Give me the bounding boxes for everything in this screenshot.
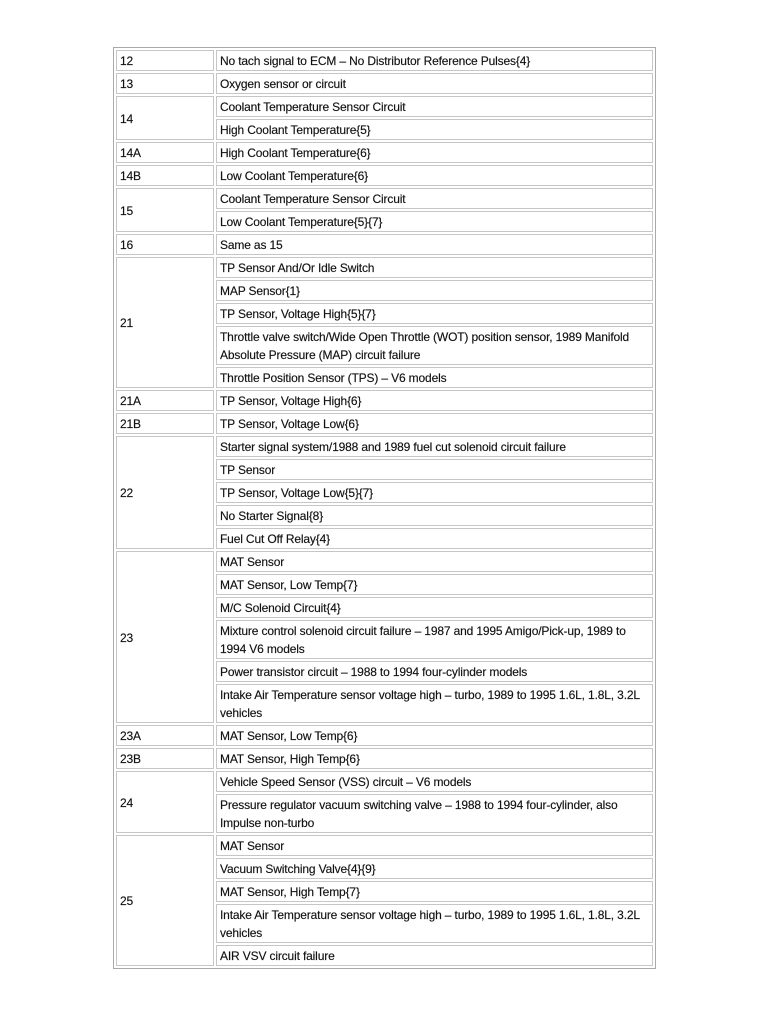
- table-row: [116, 551, 653, 572]
- codes-table-body: [116, 50, 653, 966]
- description-cell: MAP Sensor{1}: [216, 280, 653, 301]
- code-cell: 13: [116, 73, 214, 94]
- description-cell: MAT Sensor, Low Temp{6}: [216, 725, 653, 746]
- table-row: [116, 234, 653, 255]
- table-row: [116, 165, 653, 186]
- description-cell: MAT Sensor: [216, 551, 653, 572]
- code-cell: 24: [116, 771, 214, 833]
- code-cell: 12: [116, 50, 214, 71]
- trouble-codes-table: [113, 47, 656, 969]
- description-cell: Intake Air Temperature sensor voltage high – turbo, 1989 to 1995 1.6L, 1.8L, 3.2L vehicles: [216, 904, 653, 943]
- code-cell: 14A: [116, 142, 214, 163]
- code-cell: 15: [116, 188, 214, 232]
- description-cell: Power transistor circuit – 1988 to 1994 four-cylinder models: [216, 661, 653, 682]
- table-row: [116, 835, 653, 856]
- table-row: [116, 771, 653, 792]
- description-cell: Coolant Temperature Sensor Circuit: [216, 188, 653, 209]
- table-row: [116, 257, 653, 278]
- table-row: [116, 96, 653, 117]
- description-cell: TP Sensor And/Or Idle Switch: [216, 257, 653, 278]
- description-cell: Intake Air Temperature sensor voltage high – turbo, 1989 to 1995 1.6L, 1.8L, 3.2L vehicles: [216, 684, 653, 723]
- table-row: [116, 390, 653, 411]
- table-row: [116, 73, 653, 94]
- description-cell: Oxygen sensor or circuit: [216, 73, 653, 94]
- code-cell: 21: [116, 257, 214, 388]
- table-row: [116, 436, 653, 457]
- description-cell: Throttle valve switch/Wide Open Throttle (WOT) position sensor, 1989 Manifold Absolute Pressure (MAP) circuit failure: [216, 326, 653, 365]
- code-cell: 21A: [116, 390, 214, 411]
- description-cell: TP Sensor, Voltage High{6}: [216, 390, 653, 411]
- table-row: [116, 725, 653, 746]
- description-cell: MAT Sensor, High Temp{7}: [216, 881, 653, 902]
- description-cell: Mixture control solenoid circuit failure – 1987 and 1995 Amigo/Pick-up, 1989 to 1994 V6 models: [216, 620, 653, 659]
- description-cell: Vehicle Speed Sensor (VSS) circuit – V6 models: [216, 771, 653, 792]
- code-cell: 23B: [116, 748, 214, 769]
- description-cell: No Starter Signal{8}: [216, 505, 653, 526]
- code-cell: 25: [116, 835, 214, 966]
- description-cell: TP Sensor, Voltage Low{6}: [216, 413, 653, 434]
- description-cell: Same as 15: [216, 234, 653, 255]
- description-cell: Throttle Position Sensor (TPS) – V6 models: [216, 367, 653, 388]
- code-cell: 23: [116, 551, 214, 723]
- table-row: [116, 413, 653, 434]
- description-cell: Vacuum Switching Valve{4}{9}: [216, 858, 653, 879]
- description-cell: Pressure regulator vacuum switching valve – 1988 to 1994 four-cylinder, also Impulse non-turbo: [216, 794, 653, 833]
- description-cell: M/C Solenoid Circuit{4}: [216, 597, 653, 618]
- description-cell: Starter signal system/1988 and 1989 fuel cut solenoid circuit failure: [216, 436, 653, 457]
- code-cell: 21B: [116, 413, 214, 434]
- table-row: [116, 748, 653, 769]
- table-row: [116, 50, 653, 71]
- description-cell: High Coolant Temperature{5}: [216, 119, 653, 140]
- table-row: [116, 142, 653, 163]
- table-row: [116, 188, 653, 209]
- description-cell: Fuel Cut Off Relay{4}: [216, 528, 653, 549]
- description-cell: MAT Sensor: [216, 835, 653, 856]
- code-cell: 16: [116, 234, 214, 255]
- description-cell: MAT Sensor, Low Temp{7}: [216, 574, 653, 595]
- description-cell: No tach signal to ECM – No Distributor Reference Pulses{4}: [216, 50, 653, 71]
- code-cell: 22: [116, 436, 214, 549]
- description-cell: AIR VSV circuit failure: [216, 945, 653, 966]
- description-cell: High Coolant Temperature{6}: [216, 142, 653, 163]
- description-cell: TP Sensor, Voltage Low{5}{7}: [216, 482, 653, 503]
- description-cell: Coolant Temperature Sensor Circuit: [216, 96, 653, 117]
- description-cell: TP Sensor, Voltage High{5}{7}: [216, 303, 653, 324]
- description-cell: MAT Sensor, High Temp{6}: [216, 748, 653, 769]
- description-cell: TP Sensor: [216, 459, 653, 480]
- description-cell: Low Coolant Temperature{6}: [216, 165, 653, 186]
- description-cell: Low Coolant Temperature{5}{7}: [216, 211, 653, 232]
- code-cell: 14: [116, 96, 214, 140]
- code-cell: 14B: [116, 165, 214, 186]
- code-cell: 23A: [116, 725, 214, 746]
